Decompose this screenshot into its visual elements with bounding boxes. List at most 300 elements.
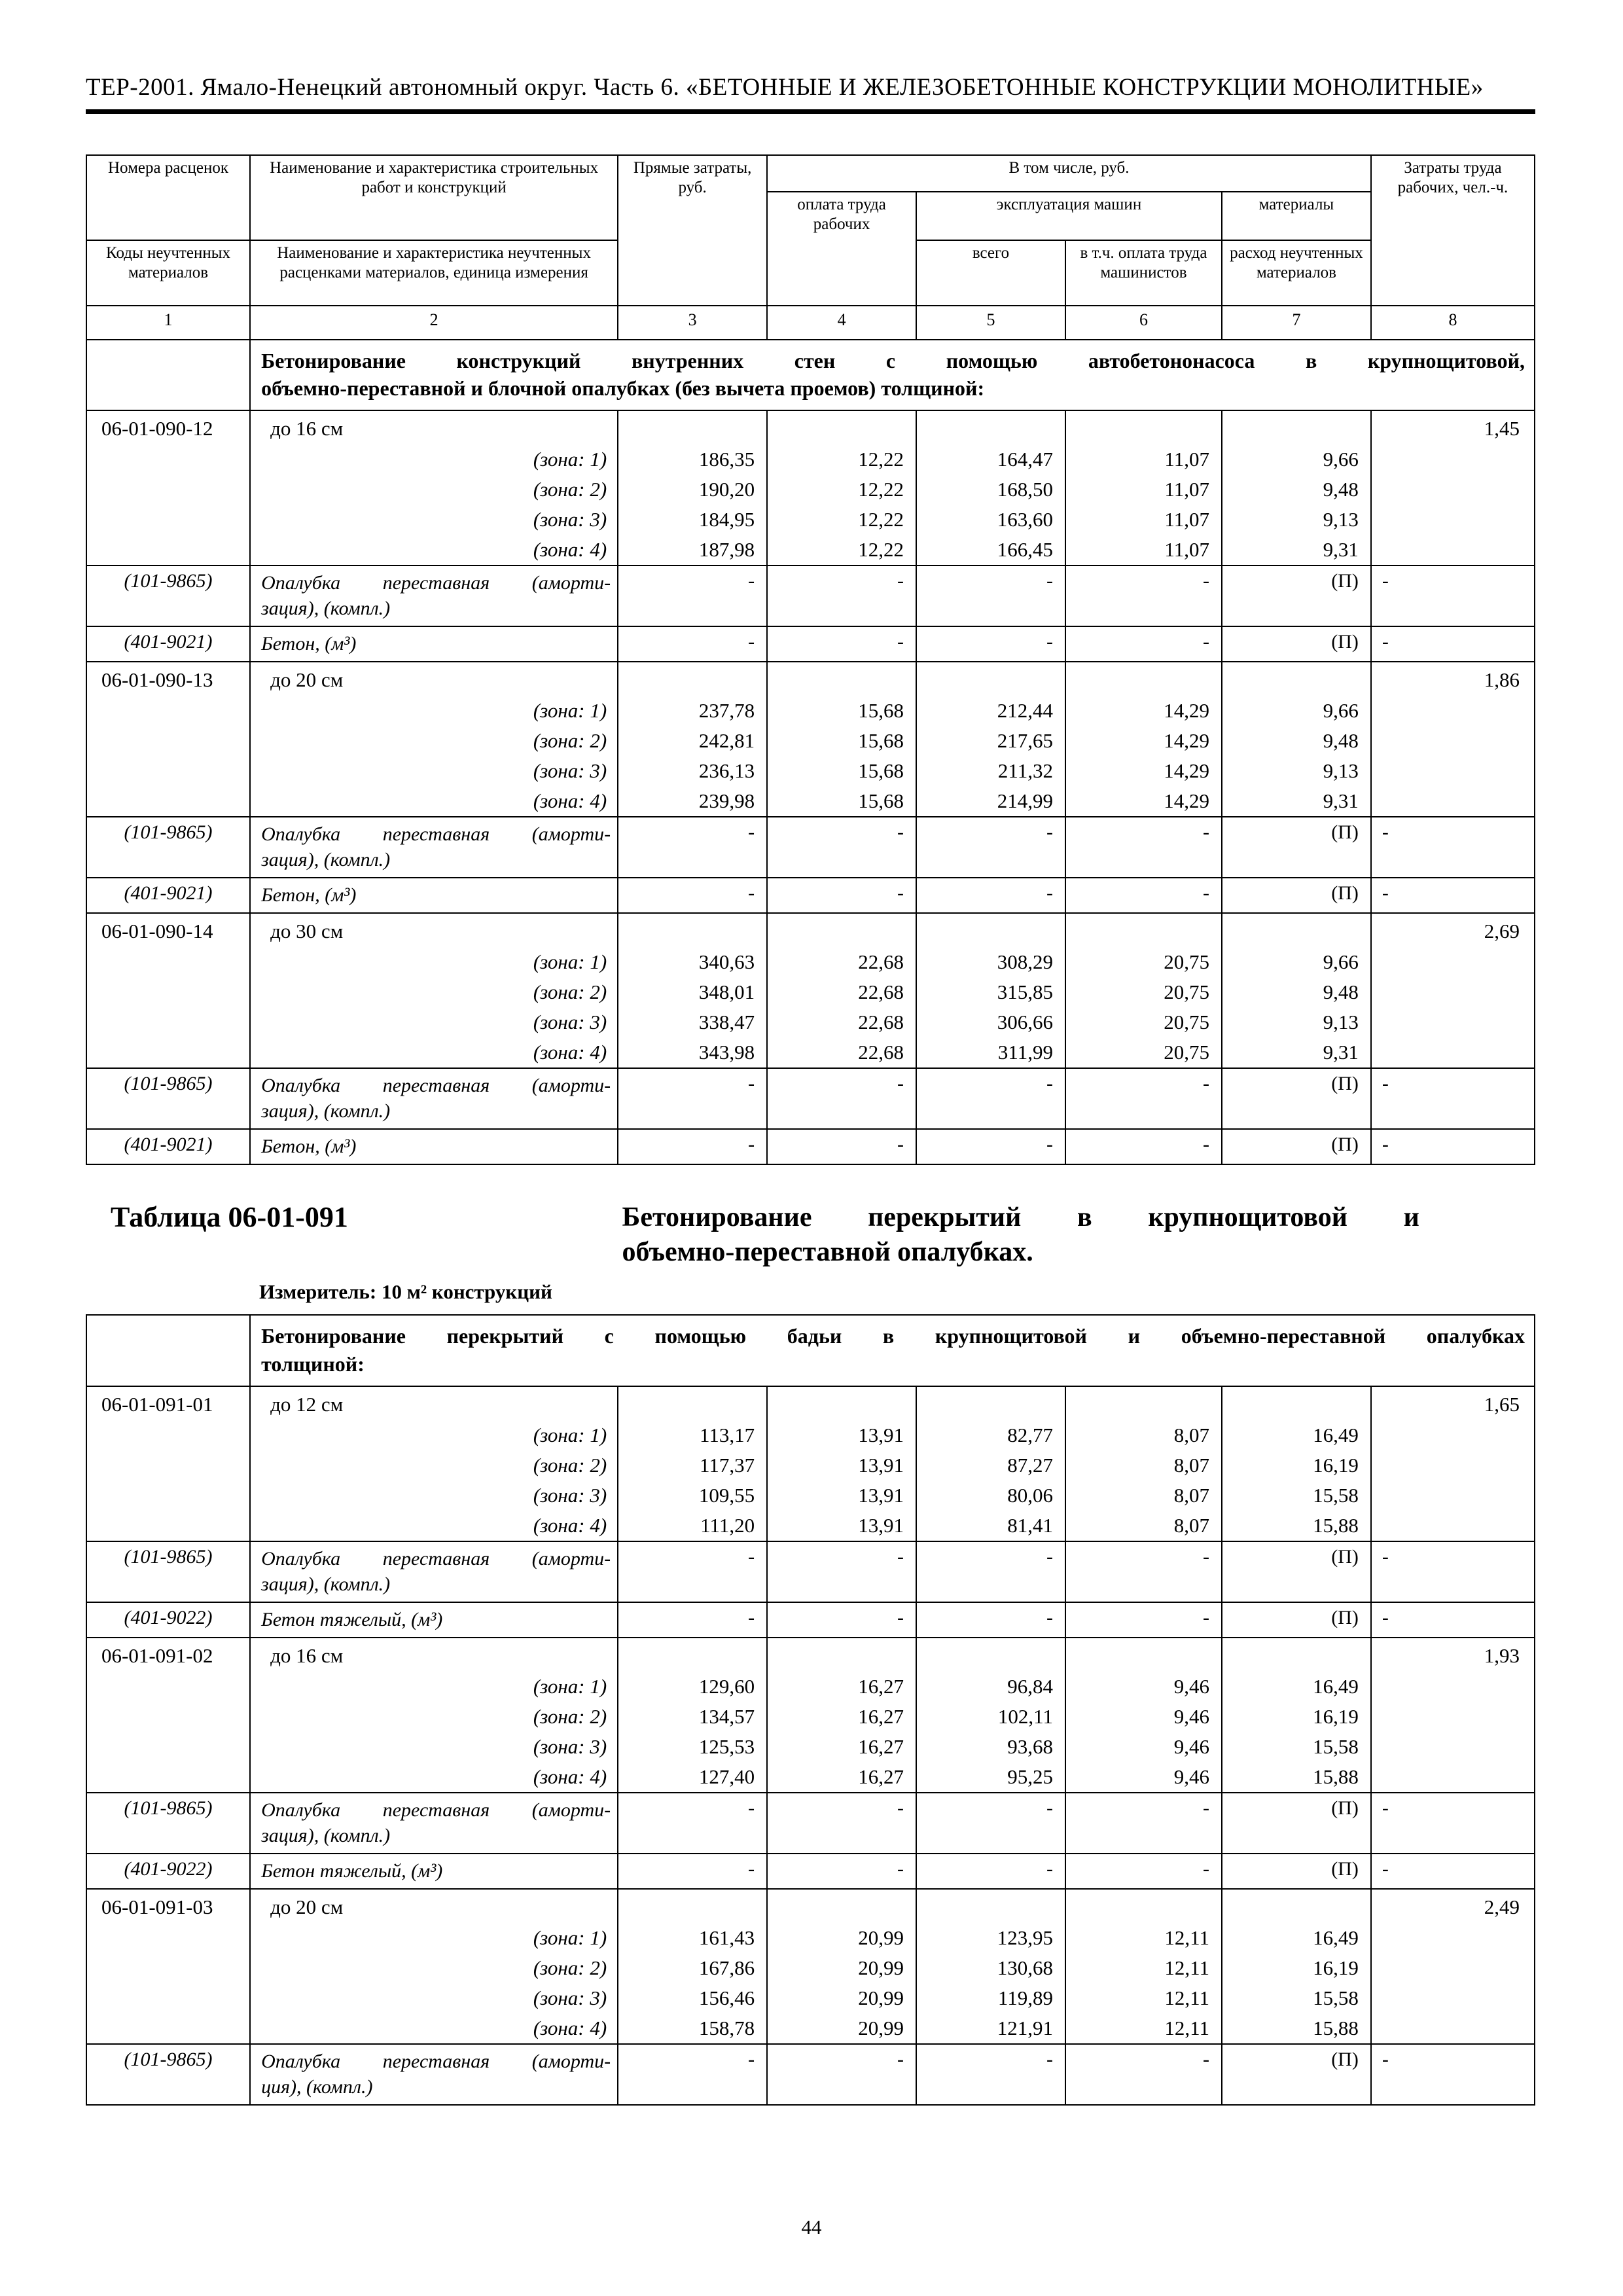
zone-value: 156,46 bbox=[618, 1983, 767, 2013]
item-code: 06-01-090-12 bbox=[86, 410, 250, 444]
zone-value: 109,55 bbox=[618, 1480, 767, 1511]
zone-value: 9,66 bbox=[1222, 696, 1371, 726]
empty-cell bbox=[1222, 1889, 1371, 1923]
material-dash: - bbox=[1371, 2044, 1535, 2105]
material-name bbox=[250, 565, 618, 626]
materials-consumption-mark: (П) bbox=[1222, 1793, 1371, 1854]
zone-value: 16,49 bbox=[1222, 1672, 1371, 1702]
header-labor-costs: Затраты труда рабочих, чел.-ч. bbox=[1371, 155, 1535, 306]
empty-cell bbox=[1371, 786, 1535, 817]
labor-hours-value: 1,86 bbox=[1371, 662, 1535, 696]
empty-cell bbox=[1371, 1953, 1535, 1983]
empty-cell bbox=[1371, 535, 1535, 565]
empty-cell bbox=[1371, 977, 1535, 1007]
zone-value: 20,99 bbox=[767, 1923, 916, 1953]
zone-value: 15,58 bbox=[1222, 1983, 1371, 2013]
material-name bbox=[250, 1541, 618, 1602]
zone-value: 186,35 bbox=[618, 444, 767, 475]
section-heading-row bbox=[86, 340, 1535, 410]
material-dash: - bbox=[916, 1541, 1065, 1602]
zone-row bbox=[86, 444, 1535, 475]
zone-value: 12,11 bbox=[1065, 2013, 1222, 2044]
zone-value: 9,31 bbox=[1222, 786, 1371, 817]
material-dash: - bbox=[618, 2044, 767, 2105]
empty-cell bbox=[618, 1889, 767, 1923]
item-row bbox=[86, 913, 1535, 947]
empty-cell bbox=[86, 696, 250, 726]
zone-value: 87,27 bbox=[916, 1450, 1065, 1480]
empty-cell bbox=[1222, 410, 1371, 444]
material-name bbox=[250, 2044, 618, 2105]
zone-label: (зона: 3) bbox=[250, 1983, 618, 2013]
empty-cell bbox=[86, 977, 250, 1007]
material-dash: - bbox=[916, 626, 1065, 662]
zone-value: 158,78 bbox=[618, 2013, 767, 2044]
material-dash: - bbox=[1065, 1854, 1222, 1889]
zone-row bbox=[86, 475, 1535, 505]
item-description: до 20 см bbox=[250, 1889, 618, 1923]
header-colnum-5: 5 bbox=[916, 306, 1065, 340]
zone-value: 9,46 bbox=[1065, 1672, 1222, 1702]
zone-value: 15,68 bbox=[767, 696, 916, 726]
item-description: до 30 см bbox=[250, 913, 618, 947]
zone-label: (зона: 2) bbox=[250, 1702, 618, 1732]
empty-cell bbox=[1065, 1386, 1222, 1420]
zone-value: 127,40 bbox=[618, 1762, 767, 1793]
zone-value: 123,95 bbox=[916, 1923, 1065, 1953]
zone-value: 22,68 bbox=[767, 1007, 916, 1037]
item-code: 06-01-090-13 bbox=[86, 662, 250, 696]
empty-cell bbox=[618, 1638, 767, 1672]
zone-value: 9,46 bbox=[1065, 1702, 1222, 1732]
empty-cell bbox=[86, 726, 250, 756]
zone-row bbox=[86, 1450, 1535, 1480]
empty-cell bbox=[767, 410, 916, 444]
material-dash: - bbox=[1371, 1793, 1535, 1854]
header-machines-total: всего bbox=[916, 240, 1065, 306]
material-name-line: Опалубка переставная (аморти- bbox=[261, 1799, 611, 1821]
material-name-line: зация), (компл.) bbox=[261, 1824, 391, 1846]
empty-cell bbox=[86, 786, 250, 817]
section-heading bbox=[250, 1315, 1535, 1386]
zone-value: 117,37 bbox=[618, 1450, 767, 1480]
zone-value: 15,68 bbox=[767, 786, 916, 817]
materials-consumption-mark: (П) bbox=[1222, 1854, 1371, 1889]
empty-cell bbox=[1371, 1511, 1535, 1541]
zone-value: 16,49 bbox=[1222, 1923, 1371, 1953]
zone-value: 212,44 bbox=[916, 696, 1065, 726]
empty-cell bbox=[916, 1638, 1065, 1672]
item-description: до 16 см bbox=[250, 410, 618, 444]
material-dash: - bbox=[916, 1793, 1065, 1854]
zone-label: (зона: 1) bbox=[250, 696, 618, 726]
rates-table-091 bbox=[86, 1314, 1535, 2105]
empty-cell bbox=[1371, 1420, 1535, 1450]
zone-value: 12,11 bbox=[1065, 1953, 1222, 1983]
material-name-line: зация), (компл.) bbox=[261, 598, 391, 620]
zone-row bbox=[86, 696, 1535, 726]
material-dash: - bbox=[618, 1541, 767, 1602]
material-dash: - bbox=[767, 626, 916, 662]
zone-label: (зона: 2) bbox=[250, 726, 618, 756]
zone-label: (зона: 3) bbox=[250, 505, 618, 535]
zone-value: 9,13 bbox=[1222, 1007, 1371, 1037]
material-row bbox=[86, 1854, 1535, 1889]
empty-cell bbox=[1371, 505, 1535, 535]
zone-label: (зона: 2) bbox=[250, 1953, 618, 1983]
material-row bbox=[86, 1793, 1535, 1854]
material-name-line: Опалубка переставная (аморти- bbox=[261, 1075, 611, 1097]
materials-consumption-mark: (П) bbox=[1222, 878, 1371, 913]
header-rule bbox=[86, 109, 1535, 114]
material-dash: - bbox=[1371, 1129, 1535, 1164]
empty-cell bbox=[86, 1702, 250, 1732]
material-dash: - bbox=[916, 1129, 1065, 1164]
empty-cell bbox=[1371, 1007, 1535, 1037]
material-dash: - bbox=[916, 878, 1065, 913]
zone-value: 163,60 bbox=[916, 505, 1065, 535]
zone-value: 9,13 bbox=[1222, 756, 1371, 786]
zone-value: 164,47 bbox=[916, 444, 1065, 475]
header-materials: материалы bbox=[1222, 192, 1371, 240]
document-header-title: ТЕР-2001. Ямало-Ненецкий автономный округ. Часть 6. «БЕТОННЫЕ И ЖЕЛЕЗОБЕТОННЫЕ КОНСТРУКЦИИ МОНОЛИТНЫЕ» bbox=[86, 74, 1484, 101]
material-dash: - bbox=[767, 817, 916, 878]
zone-value: 80,06 bbox=[916, 1480, 1065, 1511]
empty-cell bbox=[767, 662, 916, 696]
meter-line: Измеритель: 10 м² конструкций bbox=[259, 1280, 552, 1304]
item-description: до 16 см bbox=[250, 1638, 618, 1672]
material-name bbox=[250, 817, 618, 878]
labor-hours-value: 2,49 bbox=[1371, 1889, 1535, 1923]
zone-row bbox=[86, 2013, 1535, 2044]
material-name bbox=[250, 626, 618, 662]
material-dash: - bbox=[767, 1129, 916, 1164]
empty-cell bbox=[1371, 444, 1535, 475]
material-name-line: зация), (компл.) bbox=[261, 849, 391, 871]
empty-cell bbox=[1222, 662, 1371, 696]
zone-value: 20,75 bbox=[1065, 947, 1222, 977]
zone-value: 9,48 bbox=[1222, 726, 1371, 756]
empty-cell bbox=[1371, 1702, 1535, 1732]
empty-cell bbox=[1371, 726, 1535, 756]
materials-consumption-mark: (П) bbox=[1222, 1602, 1371, 1638]
header-machinists-pay: в т.ч. оплата труда машинистов bbox=[1065, 240, 1222, 306]
zone-value: 102,11 bbox=[916, 1702, 1065, 1732]
zone-value: 125,53 bbox=[618, 1732, 767, 1762]
zone-value: 13,91 bbox=[767, 1480, 916, 1511]
zone-row bbox=[86, 977, 1535, 1007]
zone-value: 340,63 bbox=[618, 947, 767, 977]
zone-value: 348,01 bbox=[618, 977, 767, 1007]
header-direct-costs: Прямые затраты, руб. bbox=[618, 155, 767, 306]
material-dash: - bbox=[767, 2044, 916, 2105]
header-uncounted-name: Наименование и характеристика неучтенных расценками материалов, единица измерения bbox=[250, 240, 618, 306]
labor-hours-value: 1,93 bbox=[1371, 1638, 1535, 1672]
zone-value: 15,88 bbox=[1222, 2013, 1371, 2044]
zone-value: 20,75 bbox=[1065, 1037, 1222, 1068]
zone-value: 308,29 bbox=[916, 947, 1065, 977]
zone-value: 214,99 bbox=[916, 786, 1065, 817]
empty-cell bbox=[1065, 662, 1222, 696]
zone-value: 13,91 bbox=[767, 1450, 916, 1480]
materials-consumption-mark: (П) bbox=[1222, 565, 1371, 626]
zone-value: 12,22 bbox=[767, 505, 916, 535]
labor-hours-value: 1,65 bbox=[1371, 1386, 1535, 1420]
material-dash: - bbox=[916, 1602, 1065, 1638]
material-dash: - bbox=[916, 1854, 1065, 1889]
zone-value: 13,91 bbox=[767, 1420, 916, 1450]
empty-cell bbox=[1065, 410, 1222, 444]
zone-row bbox=[86, 535, 1535, 565]
zone-value: 16,27 bbox=[767, 1762, 916, 1793]
empty-cell bbox=[1371, 947, 1535, 977]
zone-value: 242,81 bbox=[618, 726, 767, 756]
zone-value: 15,68 bbox=[767, 756, 916, 786]
zone-value: 12,11 bbox=[1065, 1923, 1222, 1953]
material-dash: - bbox=[1371, 817, 1535, 878]
materials-consumption-mark: (П) bbox=[1222, 817, 1371, 878]
item-description: до 12 см bbox=[250, 1386, 618, 1420]
material-name-line: Бетон тяжелый, (м³) bbox=[261, 1859, 443, 1882]
zone-value: 20,99 bbox=[767, 1983, 916, 2013]
zone-value: 13,91 bbox=[767, 1511, 916, 1541]
material-code: (401-9022) bbox=[86, 1602, 250, 1638]
material-name-line: Бетон, (м³) bbox=[261, 884, 357, 906]
header-in-total-group: В том числе, руб. bbox=[767, 155, 1371, 192]
material-name bbox=[250, 878, 618, 913]
header-colnum-3: 3 bbox=[618, 306, 767, 340]
zone-label: (зона: 3) bbox=[250, 1007, 618, 1037]
zone-value: 9,46 bbox=[1065, 1732, 1222, 1762]
zone-value: 111,20 bbox=[618, 1511, 767, 1541]
zone-value: 22,68 bbox=[767, 1037, 916, 1068]
empty-cell bbox=[618, 410, 767, 444]
zone-row bbox=[86, 786, 1535, 817]
section-heading bbox=[250, 340, 1535, 410]
zone-value: 168,50 bbox=[916, 475, 1065, 505]
empty-cell bbox=[916, 913, 1065, 947]
zone-row bbox=[86, 1480, 1535, 1511]
material-dash: - bbox=[618, 1129, 767, 1164]
zone-value: 12,11 bbox=[1065, 1983, 1222, 2013]
table-header bbox=[86, 155, 1535, 340]
zone-value: 15,88 bbox=[1222, 1762, 1371, 1793]
empty-cell bbox=[1371, 1480, 1535, 1511]
empty-cell bbox=[1371, 1672, 1535, 1702]
material-name bbox=[250, 1602, 618, 1638]
table-091-title-line: объемно-переставной опалубках. bbox=[622, 1237, 1033, 1268]
zone-value: 211,32 bbox=[916, 756, 1065, 786]
zone-value: 15,58 bbox=[1222, 1480, 1371, 1511]
empty-cell bbox=[86, 1732, 250, 1762]
empty-cell bbox=[86, 1762, 250, 1793]
zone-row bbox=[86, 1007, 1535, 1037]
empty-cell bbox=[1371, 1923, 1535, 1953]
table-091-body bbox=[86, 1315, 1535, 2104]
zone-value: 16,27 bbox=[767, 1732, 916, 1762]
empty-cell bbox=[86, 1420, 250, 1450]
material-dash: - bbox=[1065, 817, 1222, 878]
material-row bbox=[86, 878, 1535, 913]
zone-value: 15,88 bbox=[1222, 1511, 1371, 1541]
zone-row bbox=[86, 1672, 1535, 1702]
material-dash: - bbox=[618, 1793, 767, 1854]
zone-row bbox=[86, 1732, 1535, 1762]
zone-value: 8,07 bbox=[1065, 1480, 1222, 1511]
empty-cell bbox=[916, 1386, 1065, 1420]
zone-value: 15,58 bbox=[1222, 1732, 1371, 1762]
material-dash: - bbox=[1371, 1602, 1535, 1638]
empty-cell bbox=[618, 913, 767, 947]
empty-cell bbox=[86, 475, 250, 505]
material-name-line: зация), (компл.) bbox=[261, 1573, 391, 1595]
zone-value: 14,29 bbox=[1065, 786, 1222, 817]
material-dash: - bbox=[1371, 1068, 1535, 1129]
material-dash: - bbox=[618, 878, 767, 913]
zone-value: 161,43 bbox=[618, 1923, 767, 1953]
empty-cell bbox=[1222, 913, 1371, 947]
empty-cell bbox=[86, 1953, 250, 1983]
labor-hours-value: 2,69 bbox=[1371, 913, 1535, 947]
empty-cell bbox=[1371, 1450, 1535, 1480]
empty-cell bbox=[767, 1386, 916, 1420]
material-row bbox=[86, 817, 1535, 878]
empty-cell bbox=[916, 410, 1065, 444]
zone-row bbox=[86, 1702, 1535, 1732]
material-dash: - bbox=[1065, 1129, 1222, 1164]
material-dash: - bbox=[916, 1068, 1065, 1129]
material-name bbox=[250, 1068, 618, 1129]
empty-cell bbox=[767, 913, 916, 947]
zone-value: 11,07 bbox=[1065, 444, 1222, 475]
zone-value: 95,25 bbox=[916, 1762, 1065, 1793]
empty-cell bbox=[618, 662, 767, 696]
zone-value: 81,41 bbox=[916, 1511, 1065, 1541]
zone-value: 22,68 bbox=[767, 977, 916, 1007]
material-dash: - bbox=[1065, 626, 1222, 662]
zone-label: (зона: 1) bbox=[250, 1672, 618, 1702]
material-dash: - bbox=[618, 1602, 767, 1638]
zone-value: 9,31 bbox=[1222, 1037, 1371, 1068]
zone-value: 14,29 bbox=[1065, 696, 1222, 726]
table-091-heading-block bbox=[86, 1165, 1535, 1314]
material-dash: - bbox=[1065, 878, 1222, 913]
zone-value: 9,66 bbox=[1222, 444, 1371, 475]
zone-value: 14,29 bbox=[1065, 726, 1222, 756]
material-code: (101-9865) bbox=[86, 565, 250, 626]
material-name-line: Опалубка переставная (аморти- bbox=[261, 1547, 611, 1570]
zone-value: 8,07 bbox=[1065, 1420, 1222, 1450]
empty-cell bbox=[1222, 1386, 1371, 1420]
empty-cell bbox=[1371, 696, 1535, 726]
zone-value: 14,29 bbox=[1065, 756, 1222, 786]
zone-value: 306,66 bbox=[916, 1007, 1065, 1037]
material-dash: - bbox=[1065, 1541, 1222, 1602]
zone-label: (зона: 3) bbox=[250, 1480, 618, 1511]
zone-value: 8,07 bbox=[1065, 1450, 1222, 1480]
zone-value: 11,07 bbox=[1065, 475, 1222, 505]
empty-cell bbox=[86, 1511, 250, 1541]
material-dash: - bbox=[916, 817, 1065, 878]
zone-label: (зона: 2) bbox=[250, 475, 618, 505]
rates-table-090 bbox=[86, 154, 1535, 1165]
material-code: (401-9021) bbox=[86, 1129, 250, 1164]
materials-consumption-mark: (П) bbox=[1222, 1541, 1371, 1602]
header-rate-numbers: Номера расценок bbox=[86, 155, 250, 240]
zone-label: (зона: 2) bbox=[250, 977, 618, 1007]
zone-value: 239,98 bbox=[618, 786, 767, 817]
empty-cell bbox=[86, 1450, 250, 1480]
empty-cell bbox=[86, 1480, 250, 1511]
zone-value: 166,45 bbox=[916, 535, 1065, 565]
zone-label: (зона: 2) bbox=[250, 1450, 618, 1480]
material-dash: - bbox=[767, 1541, 916, 1602]
materials-consumption-mark: (П) bbox=[1222, 2044, 1371, 2105]
zone-value: 20,75 bbox=[1065, 1007, 1222, 1037]
zone-label: (зона: 4) bbox=[250, 1037, 618, 1068]
page-content bbox=[86, 0, 1535, 2106]
material-dash: - bbox=[1371, 878, 1535, 913]
material-dash: - bbox=[767, 1854, 916, 1889]
zone-label: (зона: 4) bbox=[250, 2013, 618, 2044]
empty-cell bbox=[1371, 1037, 1535, 1068]
section-heading-line: толщиной: bbox=[261, 1352, 365, 1376]
zone-value: 113,17 bbox=[618, 1420, 767, 1450]
materials-consumption-mark: (П) bbox=[1222, 626, 1371, 662]
material-dash: - bbox=[767, 565, 916, 626]
materials-consumption-mark: (П) bbox=[1222, 1068, 1371, 1129]
empty-cell bbox=[916, 1889, 1065, 1923]
header-colnum-2: 2 bbox=[250, 306, 618, 340]
zone-value: 16,19 bbox=[1222, 1702, 1371, 1732]
empty-cell bbox=[86, 535, 250, 565]
zone-row bbox=[86, 1037, 1535, 1068]
zone-label: (зона: 1) bbox=[250, 444, 618, 475]
zone-label: (зона: 1) bbox=[250, 947, 618, 977]
zone-row bbox=[86, 505, 1535, 535]
header-work-name: Наименование и характеристика строительных работ и конструкций bbox=[250, 155, 618, 240]
material-code: (401-9021) bbox=[86, 626, 250, 662]
item-code: 06-01-091-01 bbox=[86, 1386, 250, 1420]
material-dash: - bbox=[916, 565, 1065, 626]
zone-value: 338,47 bbox=[618, 1007, 767, 1037]
material-code: (401-9021) bbox=[86, 878, 250, 913]
zone-value: 129,60 bbox=[618, 1672, 767, 1702]
empty-cell bbox=[1371, 1983, 1535, 2013]
material-row bbox=[86, 626, 1535, 662]
material-name-line: Бетон, (м³) bbox=[261, 633, 357, 655]
zone-value: 20,75 bbox=[1065, 977, 1222, 1007]
zone-label: (зона: 3) bbox=[250, 1732, 618, 1762]
empty-cell bbox=[1065, 913, 1222, 947]
material-code: (101-9865) bbox=[86, 2044, 250, 2105]
zone-value: 11,07 bbox=[1065, 535, 1222, 565]
empty-cell bbox=[86, 444, 250, 475]
material-dash: - bbox=[1065, 1068, 1222, 1129]
page-number: 44 bbox=[801, 2215, 822, 2238]
zone-value: 236,13 bbox=[618, 756, 767, 786]
zone-value: 9,46 bbox=[1065, 1762, 1222, 1793]
zone-row bbox=[86, 726, 1535, 756]
material-dash: - bbox=[1065, 1602, 1222, 1638]
header-colnum-6: 6 bbox=[1065, 306, 1222, 340]
zone-value: 16,19 bbox=[1222, 1953, 1371, 1983]
zone-row bbox=[86, 1420, 1535, 1450]
zone-row bbox=[86, 1953, 1535, 1983]
empty-cell bbox=[86, 947, 250, 977]
zone-value: 22,68 bbox=[767, 947, 916, 977]
zone-value: 20,99 bbox=[767, 2013, 916, 2044]
